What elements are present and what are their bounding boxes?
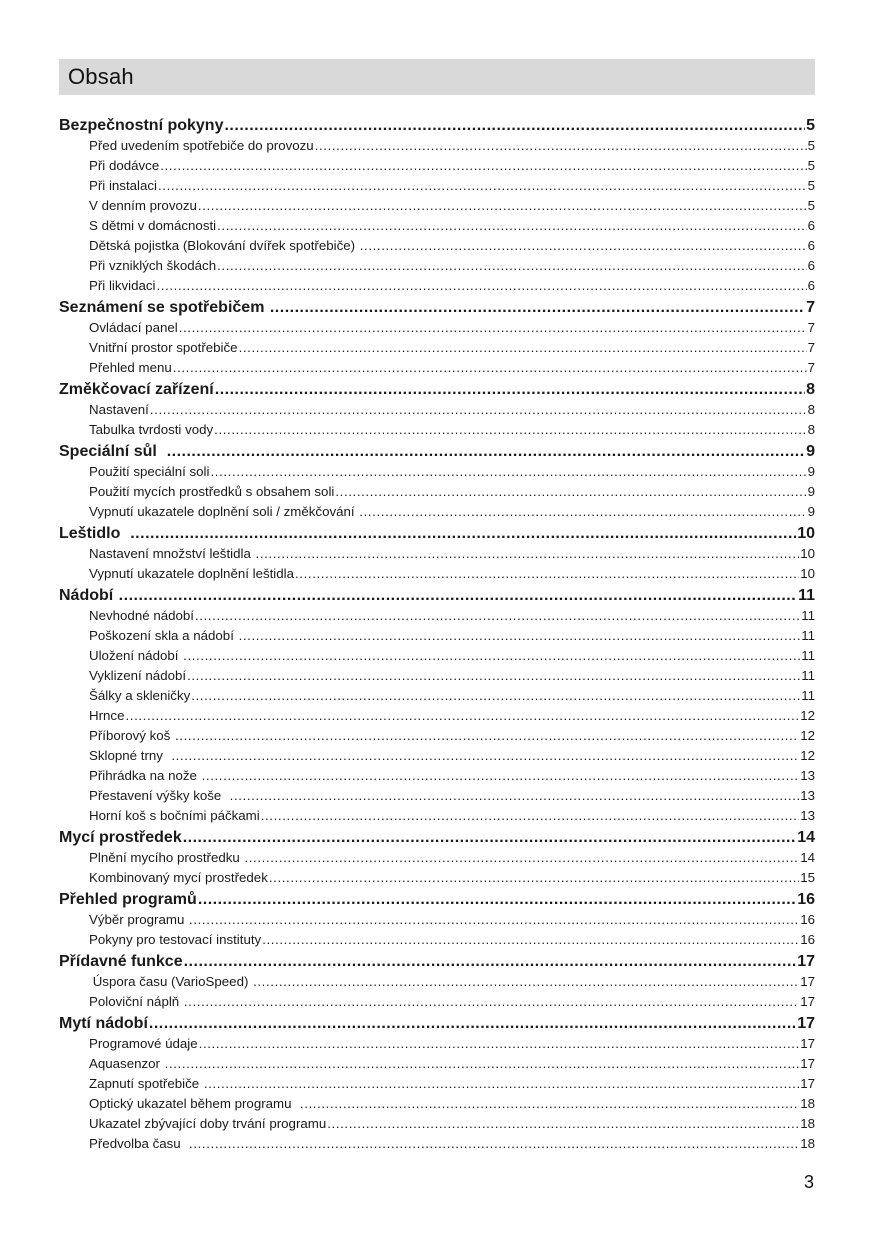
toc-entry[interactable] — [59, 606, 815, 626]
toc-section[interactable] — [59, 951, 815, 972]
toc-entry-title: Použití mycích prostředků s obsahem soli — [89, 484, 335, 499]
toc-entry-page: 5 — [807, 158, 815, 173]
toc-entry[interactable] — [59, 216, 815, 236]
toc-section-page: 9 — [806, 443, 815, 460]
toc-entry-page: 18 — [800, 1116, 815, 1131]
dot-leader — [269, 868, 799, 888]
toc-entry[interactable] — [59, 1094, 815, 1114]
toc-entry-title: Nevhodné nádobí — [89, 608, 194, 623]
toc-entry-page: 17 — [800, 1076, 815, 1091]
toc-entry[interactable] — [59, 972, 815, 992]
toc-entry-page: 11 — [801, 628, 815, 643]
toc-entry[interactable] — [59, 726, 815, 746]
dot-leader — [157, 276, 807, 296]
toc-section[interactable] — [59, 297, 815, 318]
toc-entry-title: Horní koš s bočními páčkami — [89, 808, 260, 823]
dot-leader — [175, 726, 799, 746]
toc-entry-title: Přestavení výšky koše — [89, 788, 229, 803]
dot-leader — [183, 827, 796, 848]
toc-entry-page: 5 — [807, 138, 815, 153]
toc-entry-title: Vypnutí ukazatele doplnění leštidla — [89, 566, 295, 581]
toc-entry[interactable] — [59, 1054, 815, 1074]
toc-entry[interactable] — [59, 1134, 815, 1154]
toc-section-page: 17 — [797, 1015, 815, 1032]
toc-section-page: 11 — [798, 587, 815, 604]
toc-entry[interactable] — [59, 666, 815, 686]
toc-entry-page: 10 — [800, 546, 815, 561]
dot-leader — [202, 766, 800, 786]
toc-entry-page: 6 — [807, 278, 815, 293]
toc-entry[interactable] — [59, 1034, 815, 1054]
toc-entry[interactable] — [59, 236, 815, 256]
toc-entry[interactable] — [59, 462, 815, 482]
dot-leader — [315, 136, 807, 156]
toc-section-page: 16 — [797, 891, 815, 908]
toc-entry-title: S dětmi v domácnosti — [89, 218, 217, 233]
toc-entry-page: 17 — [800, 1056, 815, 1071]
dot-leader — [173, 358, 807, 378]
toc-entry-page: 17 — [800, 1036, 815, 1051]
toc-entry-title: Vyklizení nádobí — [89, 668, 187, 683]
dot-leader — [327, 1114, 799, 1134]
toc-section[interactable] — [59, 889, 815, 910]
toc-entry-title: Zapnutí spotřebiče — [89, 1076, 203, 1091]
dot-leader — [261, 806, 799, 826]
toc-section-page: 17 — [797, 953, 815, 970]
dot-leader — [239, 338, 807, 358]
toc-entry-page: 13 — [800, 768, 815, 783]
toc-section-title: Speciální sůl — [59, 443, 166, 460]
dot-leader — [230, 786, 800, 806]
toc-entry-title: Výběr programu — [89, 912, 189, 927]
dot-leader — [198, 196, 807, 216]
toc-section-page: 10 — [797, 525, 815, 542]
toc-entry-page: 8 — [807, 402, 815, 417]
toc-entry[interactable] — [59, 400, 815, 420]
toc-entry-page: 7 — [807, 360, 815, 375]
toc-section[interactable] — [59, 379, 815, 400]
toc-entry-page: 12 — [800, 728, 815, 743]
dot-leader — [295, 564, 799, 584]
dot-leader — [189, 1134, 799, 1154]
toc-entry-title: Přihrádka na nože — [89, 768, 201, 783]
toc-entry-title: Vypnutí ukazatele doplnění soli / změkčování — [89, 504, 359, 519]
table-of-contents — [59, 114, 815, 1154]
toc-entry-page: 6 — [807, 218, 815, 233]
toc-entry-page: 15 — [800, 870, 815, 885]
toc-entry-title: Šálky a skleničky — [89, 688, 191, 703]
toc-entry-title: Úspora času (VarioSpeed) — [89, 974, 253, 989]
toc-entry[interactable] — [59, 318, 815, 338]
dot-leader — [165, 1054, 800, 1074]
toc-entry[interactable] — [59, 482, 815, 502]
toc-section[interactable] — [59, 441, 815, 462]
toc-entry-title: Při likvidaci — [89, 278, 156, 293]
toc-entry-title: Při vzniklých škodách — [89, 258, 217, 273]
toc-entry-page: 8 — [807, 422, 815, 437]
toc-entry-page: 12 — [800, 708, 815, 723]
toc-entry[interactable] — [59, 992, 815, 1012]
toc-entry-page: 9 — [807, 504, 815, 519]
toc-entry-page: 17 — [800, 994, 815, 1009]
dot-leader — [171, 746, 799, 766]
toc-entry-title: Vnitřní prostor spotřebiče — [89, 340, 238, 355]
toc-entry-title: Pokyny pro testovací instituty — [89, 932, 262, 947]
toc-entry-page: 13 — [800, 808, 815, 823]
toc-entry-page: 9 — [807, 464, 815, 479]
toc-entry-title: V denním provozu — [89, 198, 197, 213]
toc-entry[interactable] — [59, 910, 815, 930]
toc-entry[interactable] — [59, 848, 815, 868]
toc-entry[interactable] — [59, 626, 815, 646]
toc-entry[interactable] — [59, 1074, 815, 1094]
toc-entry-title: Poškození skla a nádobí — [89, 628, 238, 643]
dot-leader — [158, 176, 807, 196]
toc-section-title: Bezpečnostní pokyny — [59, 117, 224, 134]
toc-entry-title: Sklopné trny — [89, 748, 171, 763]
toc-section[interactable] — [59, 115, 815, 136]
toc-entry[interactable] — [59, 502, 815, 522]
dot-leader — [149, 1013, 796, 1034]
dot-leader — [217, 256, 806, 276]
toc-entry[interactable] — [59, 196, 815, 216]
toc-entry-title: Programové údaje — [89, 1036, 198, 1051]
toc-entry[interactable] — [59, 338, 815, 358]
page-number: 3 — [803, 1172, 814, 1192]
toc-entry-page: 5 — [807, 178, 815, 193]
toc-section[interactable] — [59, 585, 815, 606]
dot-leader — [359, 502, 806, 522]
toc-entry-title: Předvolba času — [89, 1136, 189, 1151]
dot-leader — [183, 646, 800, 666]
toc-entry-title: Použití speciální soli — [89, 464, 210, 479]
toc-entry[interactable] — [59, 686, 815, 706]
toc-entry-page: 14 — [800, 850, 815, 865]
dot-leader — [262, 930, 799, 950]
toc-section-page: 14 — [797, 829, 815, 846]
toc-entry-title: Ukazatel zbývající doby trvání programu — [89, 1116, 327, 1131]
toc-entry-title: Ovládací panel — [89, 320, 178, 335]
toc-entry-page: 18 — [800, 1136, 815, 1151]
dot-leader — [214, 420, 806, 440]
toc-entry-title: Tabulka tvrdosti vody — [89, 422, 214, 437]
dot-leader — [199, 1034, 800, 1054]
dot-leader — [215, 379, 805, 400]
toc-entry-title: Uložení nádobí — [89, 648, 183, 663]
toc-section[interactable] — [59, 523, 815, 544]
toc-entry-title: Přehled menu — [89, 360, 172, 375]
toc-entry-page: 11 — [801, 668, 815, 683]
toc-section-title: Leštidlo — [59, 525, 130, 542]
toc-entry-page: 6 — [807, 258, 815, 273]
toc-entry-page: 7 — [807, 340, 815, 355]
toc-entry-page: 12 — [800, 748, 815, 763]
dot-leader — [160, 156, 806, 176]
toc-entry-title: Při dodávce — [89, 158, 160, 173]
toc-entry-title: Nastavení množství leštidla — [89, 546, 255, 561]
toc-section-title: Nádobí — [59, 587, 118, 604]
toc-section-title: Seznámení se spotřebičem — [59, 299, 269, 316]
dot-leader — [195, 606, 800, 626]
toc-section-title: Mycí prostředek — [59, 829, 182, 846]
toc-entry-page: 16 — [800, 912, 815, 927]
toc-entry[interactable] — [59, 276, 815, 296]
dot-leader — [187, 666, 800, 686]
toc-entry-page: 11 — [801, 688, 815, 703]
toc-entry-page: 10 — [800, 566, 815, 581]
dot-leader — [130, 523, 796, 544]
dot-leader — [189, 910, 799, 930]
title-bar — [59, 59, 815, 95]
dot-leader — [184, 992, 799, 1012]
toc-entry-title: Aquasenzor — [89, 1056, 164, 1071]
toc-entry[interactable] — [59, 806, 815, 826]
toc-entry-page: 16 — [800, 932, 815, 947]
dot-leader — [198, 889, 796, 910]
toc-section-title: Přehled programů — [59, 891, 197, 908]
toc-section[interactable] — [59, 1013, 815, 1034]
toc-entry-title: Při instalaci — [89, 178, 157, 193]
toc-section-title: Mytí nádobí — [59, 1015, 148, 1032]
toc-entry-page: 7 — [807, 320, 815, 335]
toc-entry[interactable] — [59, 358, 815, 378]
toc-entry[interactable] — [59, 646, 815, 666]
dot-leader — [300, 1094, 799, 1114]
dot-leader — [179, 318, 807, 338]
toc-entry[interactable] — [59, 136, 815, 156]
toc-entry-page: 13 — [800, 788, 815, 803]
dot-leader — [119, 585, 797, 606]
toc-entry-title: Příborový koš — [89, 728, 174, 743]
toc-section-page: 7 — [806, 299, 815, 316]
dot-leader — [244, 848, 799, 868]
dot-leader — [184, 951, 797, 972]
dot-leader — [210, 462, 806, 482]
toc-entry-page: 9 — [807, 484, 815, 499]
dot-leader — [270, 297, 805, 318]
toc-entry-title: Kombinovaný mycí prostředek — [89, 870, 268, 885]
toc-entry[interactable] — [59, 706, 815, 726]
toc-entry[interactable] — [59, 176, 815, 196]
dot-leader — [217, 216, 806, 236]
dot-leader — [360, 236, 807, 256]
toc-entry[interactable] — [59, 420, 815, 440]
toc-entry[interactable] — [59, 256, 815, 276]
toc-entry-page: 17 — [800, 974, 815, 989]
toc-entry[interactable] — [59, 746, 815, 766]
toc-entry[interactable] — [59, 766, 815, 786]
toc-entry-page: 6 — [807, 238, 815, 253]
toc-entry-page: 18 — [800, 1096, 815, 1111]
dot-leader — [239, 626, 801, 646]
toc-entry-title: Optický ukazatel během programu — [89, 1096, 299, 1111]
dot-leader — [191, 686, 800, 706]
toc-entry-page: 5 — [807, 198, 815, 213]
toc-entry-page: 11 — [801, 648, 815, 663]
dot-leader — [256, 544, 800, 564]
toc-entry[interactable] — [59, 1114, 815, 1134]
toc-entry-title: Poloviční náplň — [89, 994, 183, 1009]
toc-entry[interactable] — [59, 930, 815, 950]
dot-leader — [253, 972, 799, 992]
toc-section-page: 8 — [806, 381, 815, 398]
dot-leader — [167, 441, 805, 462]
dot-leader — [335, 482, 806, 502]
toc-entry[interactable] — [59, 786, 815, 806]
toc-entry-title: Dětská pojistka (Blokování dvířek spotřebiče) — [89, 238, 359, 253]
toc-entry[interactable] — [59, 868, 815, 888]
toc-entry-title: Plnění mycího prostředku — [89, 850, 244, 865]
page-title: Obsah — [68, 64, 134, 89]
dot-leader — [125, 706, 799, 726]
toc-section-title: Změkčovací zařízení — [59, 381, 214, 398]
toc-entry[interactable] — [59, 156, 815, 176]
toc-entry-title: Nastavení — [89, 402, 149, 417]
toc-entry-title: Před uvedením spotřebiče do provozu — [89, 138, 314, 153]
toc-section[interactable] — [59, 827, 815, 848]
dot-leader — [224, 115, 805, 136]
toc-entry-page: 11 — [801, 608, 815, 623]
dot-leader — [204, 1074, 799, 1094]
dot-leader — [150, 400, 807, 420]
toc-entry-title: Hrnce — [89, 708, 125, 723]
toc-section-page: 5 — [806, 117, 815, 134]
toc-entry[interactable] — [59, 544, 815, 564]
toc-entry[interactable] — [59, 564, 815, 584]
toc-section-title: Přídavné funkce — [59, 953, 183, 970]
